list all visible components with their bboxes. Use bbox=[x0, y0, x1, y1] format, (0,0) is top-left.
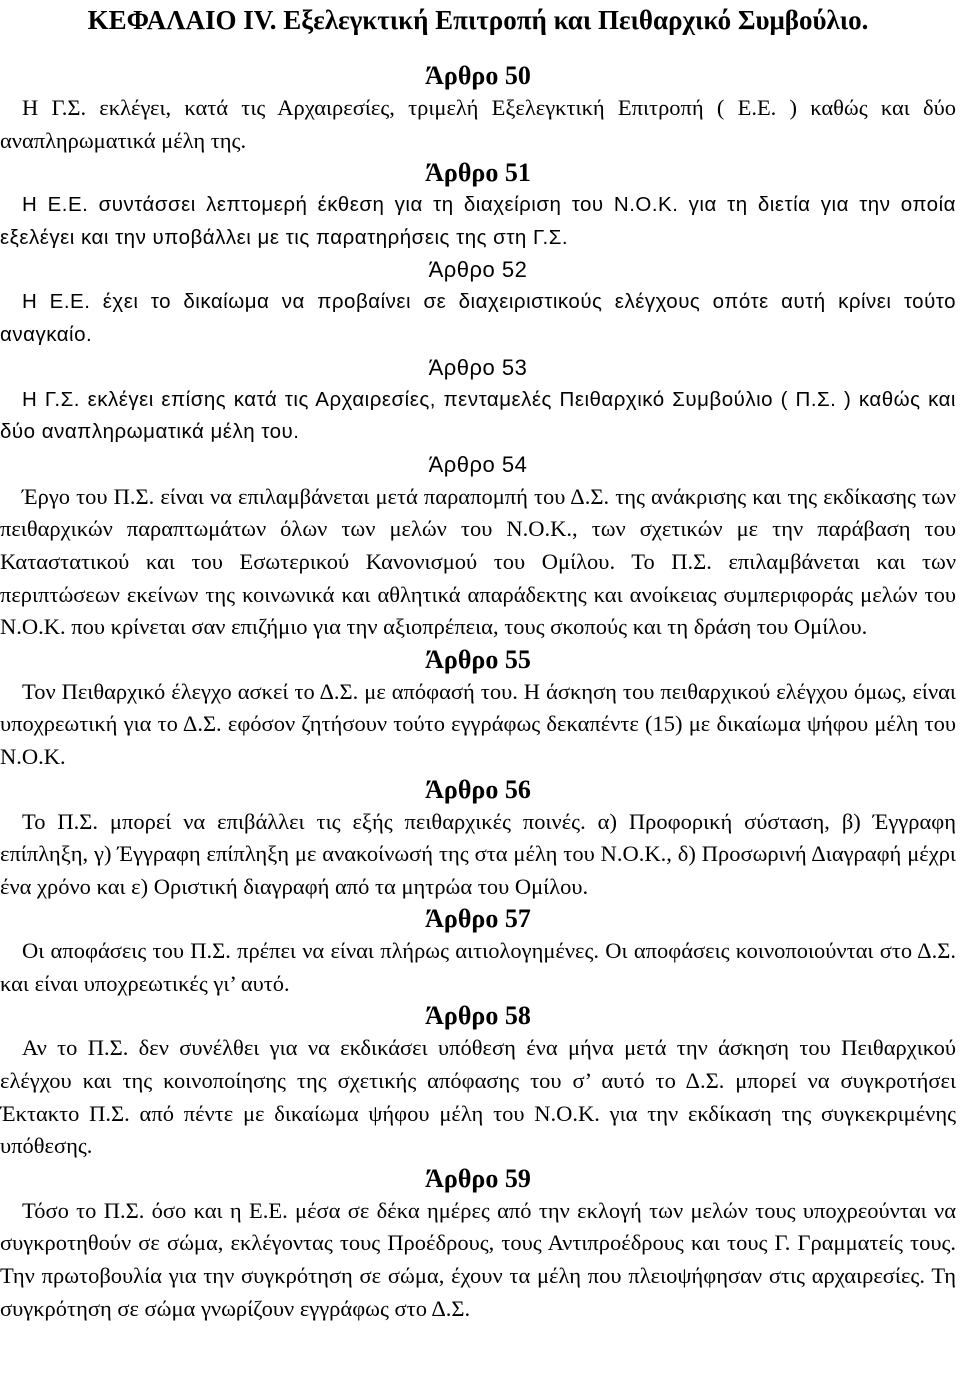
article-57 bbox=[0, 903, 956, 1000]
article-heading: Άρθρο 50 bbox=[425, 61, 531, 90]
article-heading: Άρθρο 52 bbox=[428, 257, 528, 283]
article-heading: Άρθρο 59 bbox=[425, 1163, 531, 1193]
article-heading: Άρθρο 58 bbox=[425, 1001, 531, 1031]
article-heading: Άρθρο 54 bbox=[428, 451, 528, 477]
article-58 bbox=[0, 1000, 956, 1162]
article-heading: Άρθρο 55 bbox=[425, 644, 531, 674]
article-body: Έργο του Π.Σ. είναι να επιλαμβάνεται μετά παραπομπή του Δ.Σ. της ανάκρισης και της εκδίκασης των πειθαρχικών παραπτωμάτων όλων των μελών του Ν.Ο.Κ., των σχετικών με την παράβαση του Καταστατικού και του Εσωτερικού Κανονισμού του Ομίλου. Το Π.Σ. επιλαμβάνεται και των περιπτώσεων εκείνων της κοινωνικά και αθλητικά απαράδεκτης και ανοίκειας συμπεριφοράς μελών του Ν.Ο.Κ. που κρίνεται σαν επιζήμιο για την αξιοπρέπεια, τους σκοπούς και τη δράση του Ομίλου. bbox=[0, 483, 956, 640]
article-heading: Άρθρο 56 bbox=[425, 774, 531, 804]
article-56 bbox=[0, 774, 956, 904]
article-body: Οι αποφάσεις του Π.Σ. πρέπει να είναι πλήρως αιτιολογημένες. Οι αποφάσεις κοινοποιούνται στο Δ.Σ. και είναι υποχρεωτικές γι’ αυτό. bbox=[0, 938, 956, 996]
article-body: Τόσο το Π.Σ. όσο και η Ε.Ε. μέσα σε δέκα ημέρες από την εκλογή των μελών τους υποχρεούνται να συγκροτηθούν σε σώμα, εκλέγοντας τους Προέδρους, τους Αντιπροέδρους και τους Γ. Γραμματείς τους. Την πρωτοβουλία για την συγκρότηση σε σώμα, έχουν τα μέλη που πλειοψήφησαν στις αρχαιρεσίες. Τη συγκρότηση σε σώμα γνωρίζουν εγγράφως στο Δ.Σ. bbox=[0, 1197, 956, 1321]
article-54 bbox=[0, 449, 956, 644]
article-body: Το Π.Σ. μπορεί να επιβάλλει τις εξής πειθαρχικές ποινές. α) Προφορική σύσταση, β) Έγγραφη επίπληξη, γ) Έγγραφη επίπληξη με ανακοίνωσή της στα μέλη του Ν.Ο.Κ., δ) Προσωρινή Διαγραφή μέχρι ένα χρόνο και ε) Οριστική διαγραφή από τα μητρώα του Ομίλου. bbox=[0, 808, 956, 899]
article-body: Αν το Π.Σ. δεν συνέλθει για να εκδικάσει υπόθεση ένα μήνα μετά την άσκηση του Πειθαρχικού ελέγχου και της κοινοποίησης της σχετικής απόφασης του σ’ αυτό το Δ.Σ. μπορεί να συγκροτήσει Έκτακτο Π.Σ. από πέντε με δικαίωμα ψήφου μέλη του Ν.Ο.Κ. για την εκδίκαση της συγκεκριμένης υπόθεσης. bbox=[0, 1035, 956, 1159]
article-body: Τον Πειθαρχικό έλεγχο ασκεί το Δ.Σ. με απόφασή του. Η άσκηση του πειθαρχικού ελέγχου όμως, είναι υποχρεωτική για το Δ.Σ. εφόσον ζητήσουν τούτο εγγράφως δεκαπέντε (15) με δικαίωμα ψήφου μέλη του Ν.Ο.Κ. bbox=[0, 678, 956, 769]
article-53 bbox=[0, 352, 956, 449]
article-51 bbox=[0, 157, 956, 254]
article-heading: Άρθρο 53 bbox=[428, 354, 528, 380]
document-page bbox=[0, 2, 960, 1399]
article-50 bbox=[0, 60, 956, 157]
article-heading: Άρθρο 51 bbox=[425, 158, 531, 188]
chapter-title: ΚΕΦΑΛΑΙΟ ΙV. Εξελεγκτική Επιτροπή και Πειθαρχικό Συμβούλιο. bbox=[87, 5, 869, 35]
article-heading: Άρθρο 57 bbox=[425, 904, 531, 934]
article-55 bbox=[0, 644, 956, 774]
article-59 bbox=[0, 1163, 956, 1325]
article-body: Η Ε.Ε. έχει το δικαίωμα να προβαίνει σε διαχειριστικούς ελέγχους οπότε αυτή κρίνει τούτο αναγκαίο. bbox=[0, 290, 956, 346]
article-body: Η Ε.Ε. συντάσσει λεπτομερή έκθεση για τη διαχείριση του Ν.Ο.Κ. για τη διετία για την οποία εξελέγει και την υποβάλλει με τις παρατηρήσεις της στη Γ.Σ. bbox=[0, 193, 956, 249]
article-body: Η Γ.Σ. εκλέγει, κατά τις Αρχαιρεσίες, τριμελή Εξελεγκτική Επιτροπή ( Ε.Ε. ) καθώς και δύο αναπληρωματικά μέλη της. bbox=[0, 95, 956, 153]
article-body: Η Γ.Σ. εκλέγει επίσης κατά τις Αρχαιρεσίες, πενταμελές Πειθαρχικό Συμβούλιο ( Π.Σ. ) καθώς και δύο αναπληρωματικά μέλη του. bbox=[0, 387, 956, 444]
article-52 bbox=[0, 254, 956, 351]
